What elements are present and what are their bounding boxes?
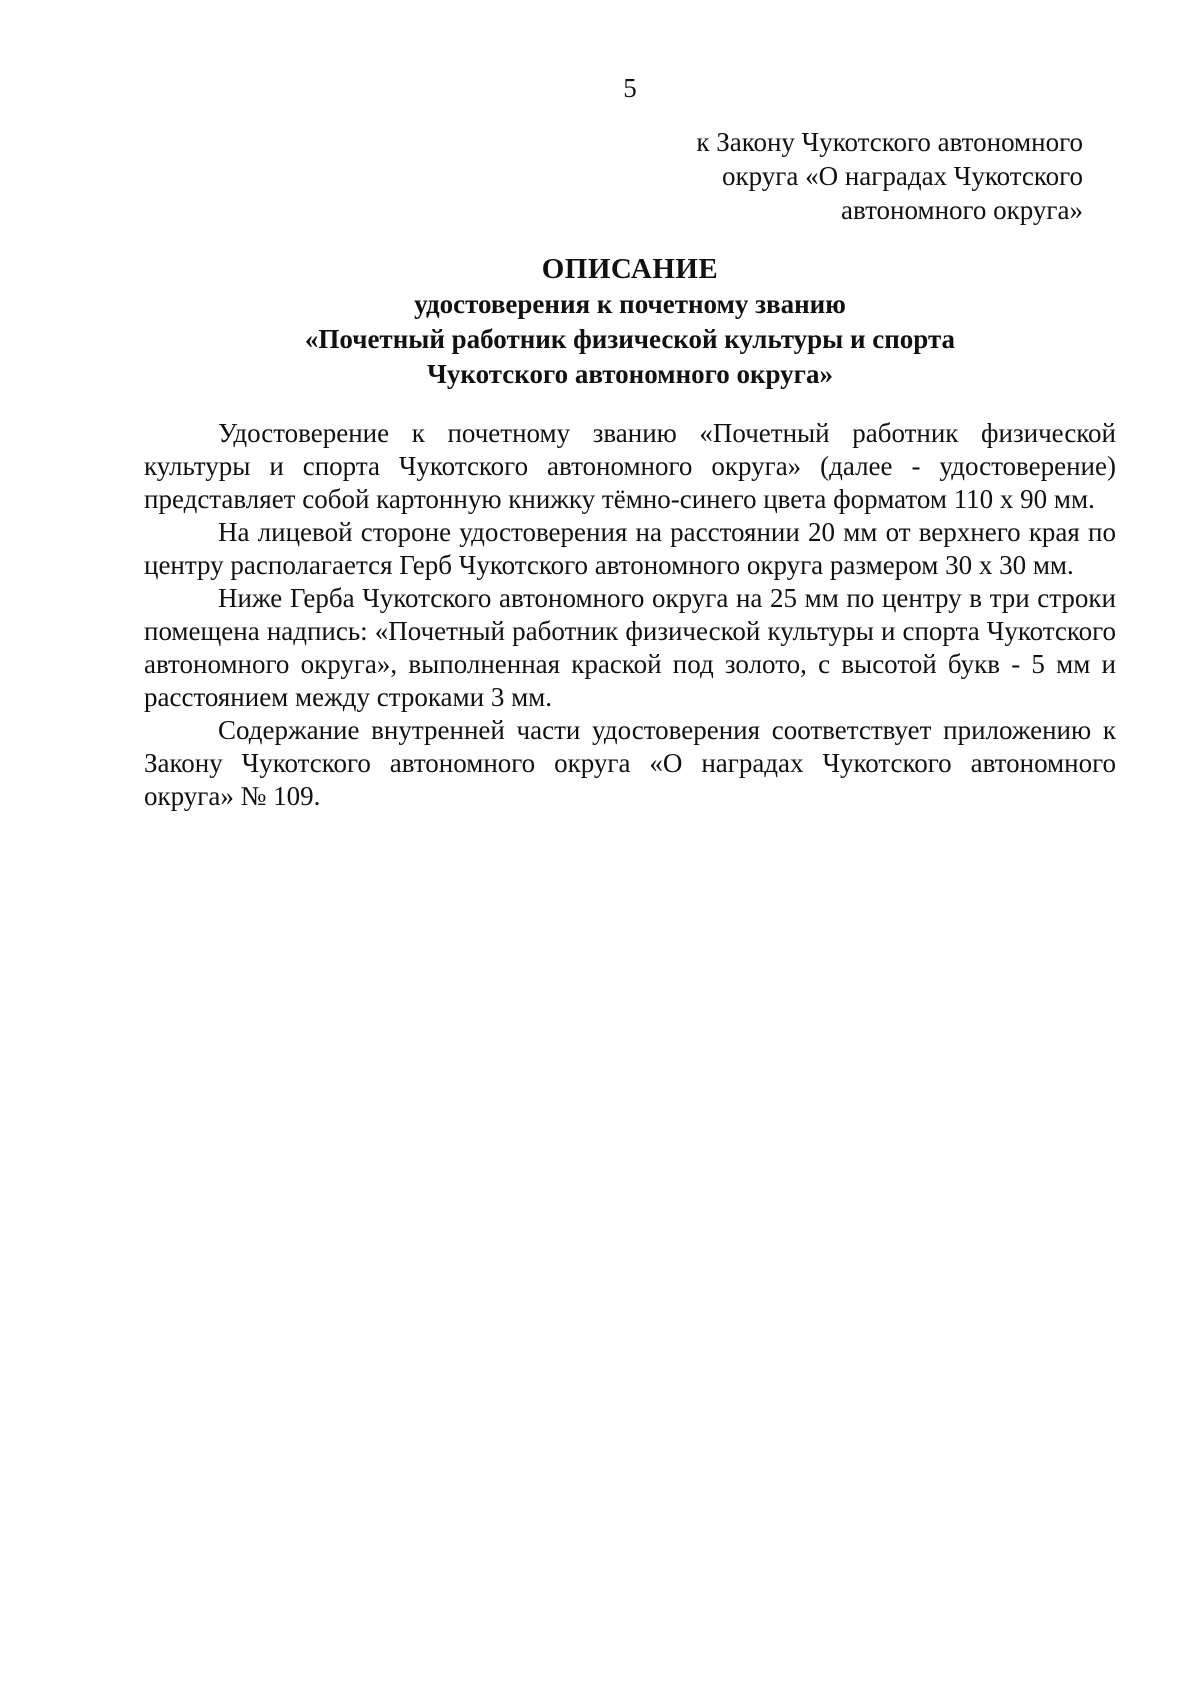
body-paragraph: Удостоверение к почетному званию «Почетный работник физической культуры и спорта Чукотского автономного округа» (далее - удостоверение) представляет собой картонную книжку тёмно-синего цвета форматом 110 х 90 мм. — [144, 418, 1116, 514]
appendix-reference — [523, 125, 1083, 227]
page-number: 5 — [623, 73, 637, 103]
body-paragraph: Ниже Герба Чукотского автономного округа на 25 мм по центру в три строки помещена надпись: «Почетный работник физической культуры и спорта Чукотского автономного округа», выполненная краской под золото, с высотой букв - 5 мм и расстоянием между строками 3 мм. — [144, 583, 1116, 712]
document-body — [144, 417, 1116, 813]
appendix-reference-line: к Закону Чукотского автономного — [696, 127, 1083, 157]
appendix-reference-line: округа «О наградах Чукотского — [722, 161, 1083, 191]
appendix-reference-line: автономного округа» — [841, 195, 1083, 225]
document-title-line: Чукотского автономного округа» — [427, 359, 833, 389]
body-paragraph: На лицевой стороне удостоверения на расстоянии 20 мм от верхнего края по центру располагается Герб Чукотского автономного округа размером 30 х 30 мм. — [144, 517, 1116, 580]
body-paragraph: Содержание внутренней части удостоверения соответствует приложению к Закону Чукотского автономного округа «О наградах Чукотского автономного округа» № 109. — [144, 715, 1116, 811]
document-title-line: удостоверения к почетному званию — [414, 289, 846, 319]
document-title — [144, 252, 1116, 392]
document-title-line: «Почетный работник физической культуры и спорта — [304, 324, 956, 354]
document-title-main: ОПИСАНИЕ — [541, 253, 719, 285]
